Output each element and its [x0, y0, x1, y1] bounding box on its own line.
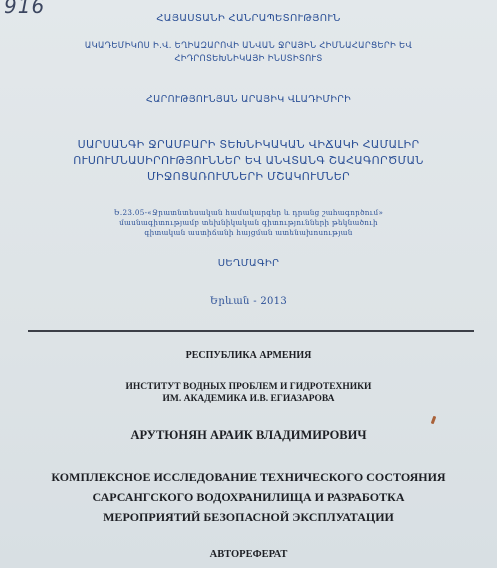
russian-author-name: АРУТЮНЯН АРАИК ВЛАДИМИРОВИЧ [130, 428, 367, 442]
russian-institute-line2: ИМ. АКАДЕМИКА И.В. ЕГИАЗАРОВА [162, 394, 335, 404]
armenian-institute-line2: ՀԻԴՐՈՏԵԽՆԻԿԱՅԻ ԻՆՍՏԻՏՈՒՏ [174, 53, 323, 63]
section-divider [28, 330, 474, 332]
armenian-specialty-line2: մասնագիտությամբ տեխնիկական գիտությունների թեկնածուի [119, 218, 378, 227]
russian-doc-type: АВТОРЕФЕРАТ [209, 549, 288, 560]
armenian-specialty-line3: գիտական աստիճանի հայցման ատենախոսության [144, 228, 353, 237]
russian-institute-line1: ИНСТИТУТ ВОДНЫХ ПРОБЛЕМ И ГИДРОТЕХНИКИ [125, 382, 372, 392]
ink-mark [431, 416, 437, 425]
armenian-republic-heading: ՀԱՅԱՍՏԱՆԻ ՀԱՆՐԱՊԵՏՈՒԹՅՈՒՆ [156, 13, 341, 24]
armenian-title-line2: ՈՒՍՈՒՄՆԱՍԻՐՈՒԹՅՈՒՆՆԵՐ ԵՎ ԱՆՎՏԱՆԳ ՇԱՀԱԳՈՐԾՄԱՆ [73, 154, 424, 167]
armenian-author-name: ՀԱՐՈՒԹՅՈՒՆՅԱՆ ԱՐԱՅԻԿ ՎԼԱԴԻՄԻՐԻ [146, 94, 351, 105]
russian-title-line2: САРСАНГСКОГО ВОДОХРАНИЛИЩА И РАЗРАБОТКА [92, 490, 405, 504]
armenian-specialty-line1: Ե.23.05-«Ջրատնտեսական համակարգեր և դրանց շահագործում» [113, 208, 384, 217]
handwritten-number: 916 [4, 0, 46, 18]
armenian-institute-line1: ԱԿԱԴԵՄԻԿՈՍ Ի.Վ. ԵՂԻԱԶԱՐՈՎԻ ԱՆՎԱՆ ՋՐԱՅԻՆ ՀԻՄՆԱՀԱՐՑԵՐԻ ԵՎ [84, 40, 413, 50]
russian-title-line3: МЕРОПРИЯТИЙ БЕЗОПАСНОЙ ЭКСПЛУАТАЦИИ [103, 510, 394, 524]
armenian-title-line3: ՄԻՋՈՑԱՌՈՒՄՆԵՐԻ ՄՇԱԿՈՒՄՆԵՐ [147, 170, 350, 183]
armenian-doc-type: ՍԵՂՄԱԳԻՐ [217, 258, 280, 269]
russian-republic-heading: РЕСПУБЛИКА АРМЕНИЯ [185, 350, 312, 361]
russian-title-line1: КОМПЛЕКСНОЕ ИССЛЕДОВАНИЕ ТЕХНИЧЕСКОГО СОСТОЯНИЯ [51, 470, 446, 484]
armenian-title-line1: ՍԱՐՍԱՆԳԻ ՋՐԱՄԲԱՐԻ ՏԵԽՆԻԿԱԿԱՆ ՎԻՃԱԿԻ ՀԱՄԱԼԻՐ [77, 138, 420, 151]
armenian-place-year: Երևան - 2013 [209, 296, 288, 307]
